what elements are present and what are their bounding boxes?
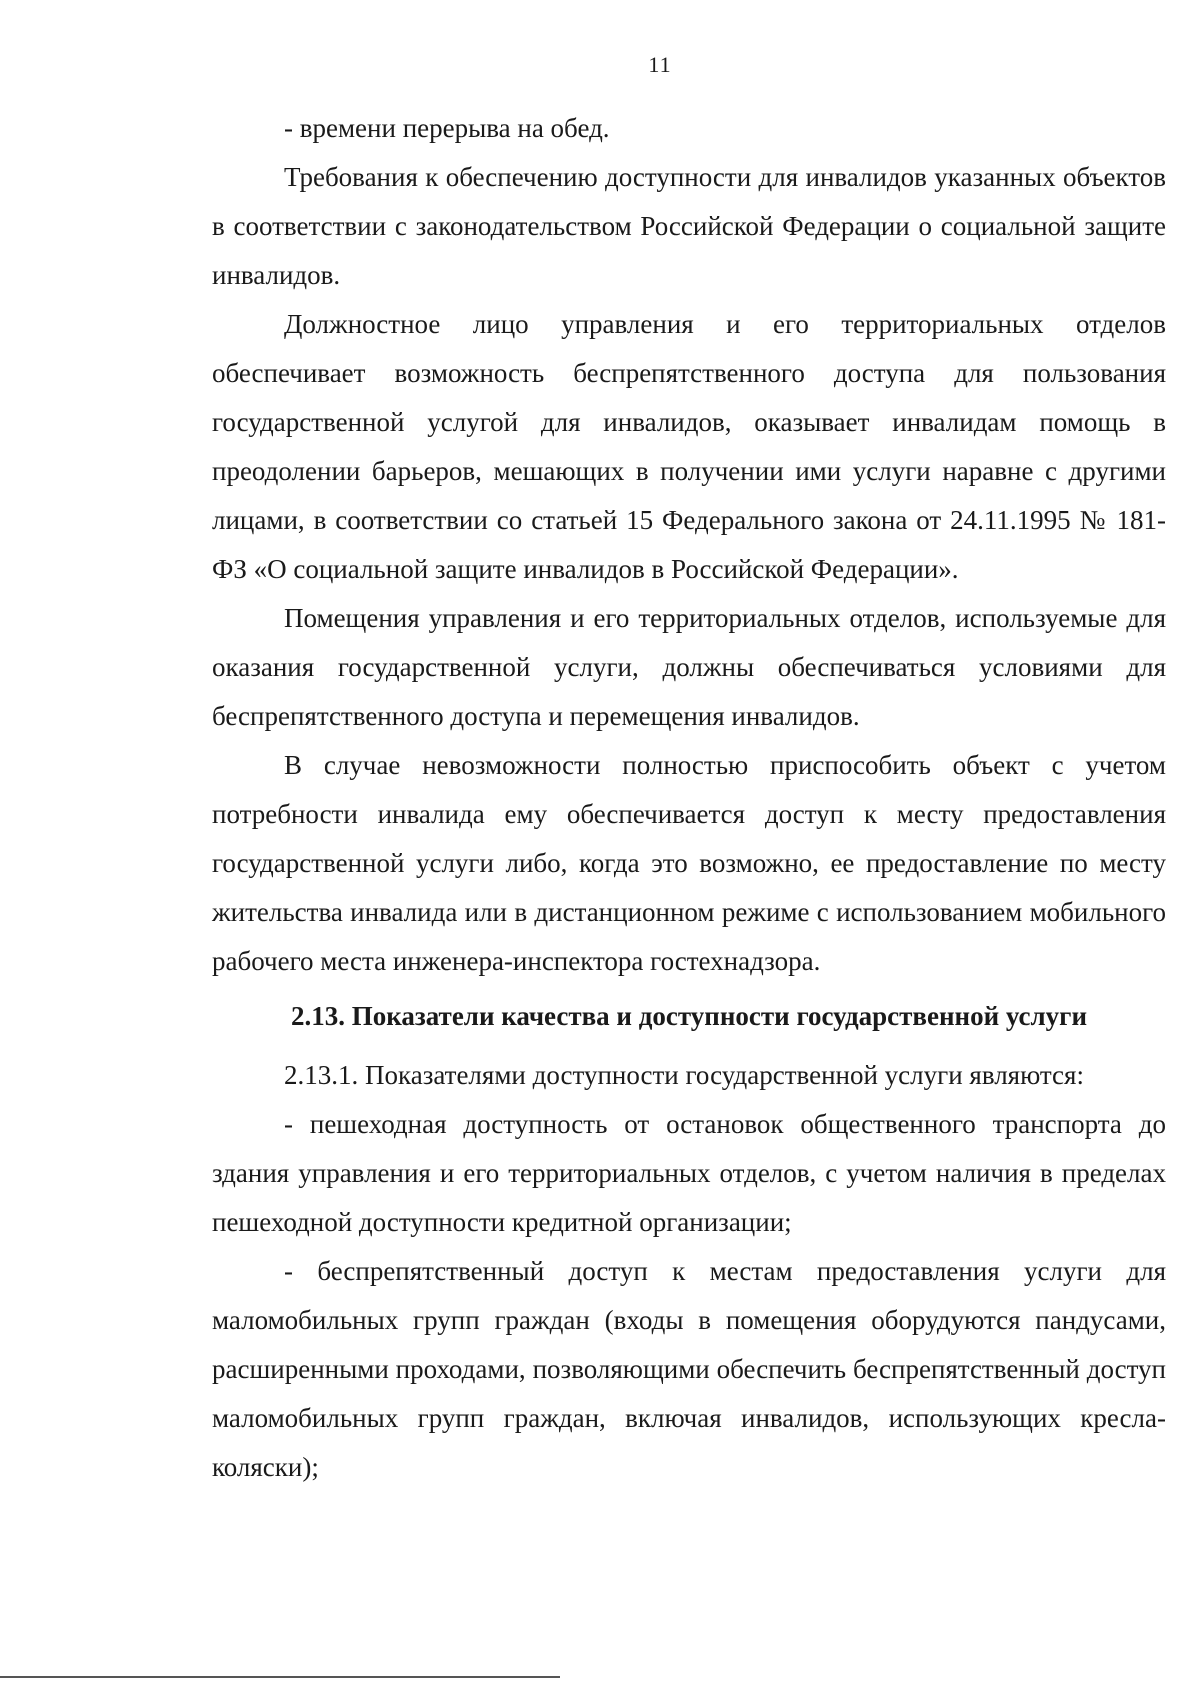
paragraph: - времени перерыва на обед. <box>284 113 610 143</box>
paragraph: В случае невозможности полностью приспособить объект с учетом потребности инвалида ему обеспечивается доступ к месту предоставления государственной услуги либо, когда это возможно, ее предоставление по месту жительства инвалида или в дистанционном режиме с использованием мобильного рабочего места инженера-инспектора гостехнадзора. <box>212 750 1166 976</box>
section-heading: 2.13. Показатели качества и доступности государственной услуги <box>291 1001 1087 1031</box>
page-number: 11 <box>648 52 672 77</box>
bottom-rule <box>0 1676 560 1678</box>
paragraph: 2.13.1. Показателями доступности государственной услуги являются: <box>284 1060 1084 1090</box>
paragraph: Требования к обеспечению доступности для инвалидов указанных объектов в соответствии с законодательством Российской Федерации о социальной защите инвалидов. <box>212 162 1166 290</box>
paragraph: Помещения управления и его территориальных отделов, используемые для оказания государственной услуги, должны обеспечиваться условиями для беспрепятственного доступа и перемещения инвалидов. <box>212 603 1166 731</box>
paragraph: - пешеходная доступность от остановок общественного транспорта до здания управления и его территориальных отделов, с учетом наличия в пределах пешеходной доступности кредитной организации; <box>212 1109 1166 1237</box>
paragraph: Должностное лицо управления и его территориальных отделов обеспечивает возможность беспрепятственного доступа для пользования государственной услугой для инвалидов, оказывает инвалидам помощь в преодолении барьеров, мешающих в получении ими услуги наравне с другими лицами, в соответствии со статьей 15 Федерального закона от 24.11.1995 № 181-ФЗ «О социальной защите инвалидов в Российской Федерации». <box>212 309 1166 584</box>
paragraph: - беспрепятственный доступ к местам предоставления услуги для маломобильных групп граждан (входы в помещения оборудуются пандусами, расширенными проходами, позволяющими обеспечить беспрепятственный доступ маломобильных групп граждан, включая инвалидов, использующих кресла-коляски); <box>212 1256 1166 1482</box>
document-body <box>212 104 1166 1492</box>
